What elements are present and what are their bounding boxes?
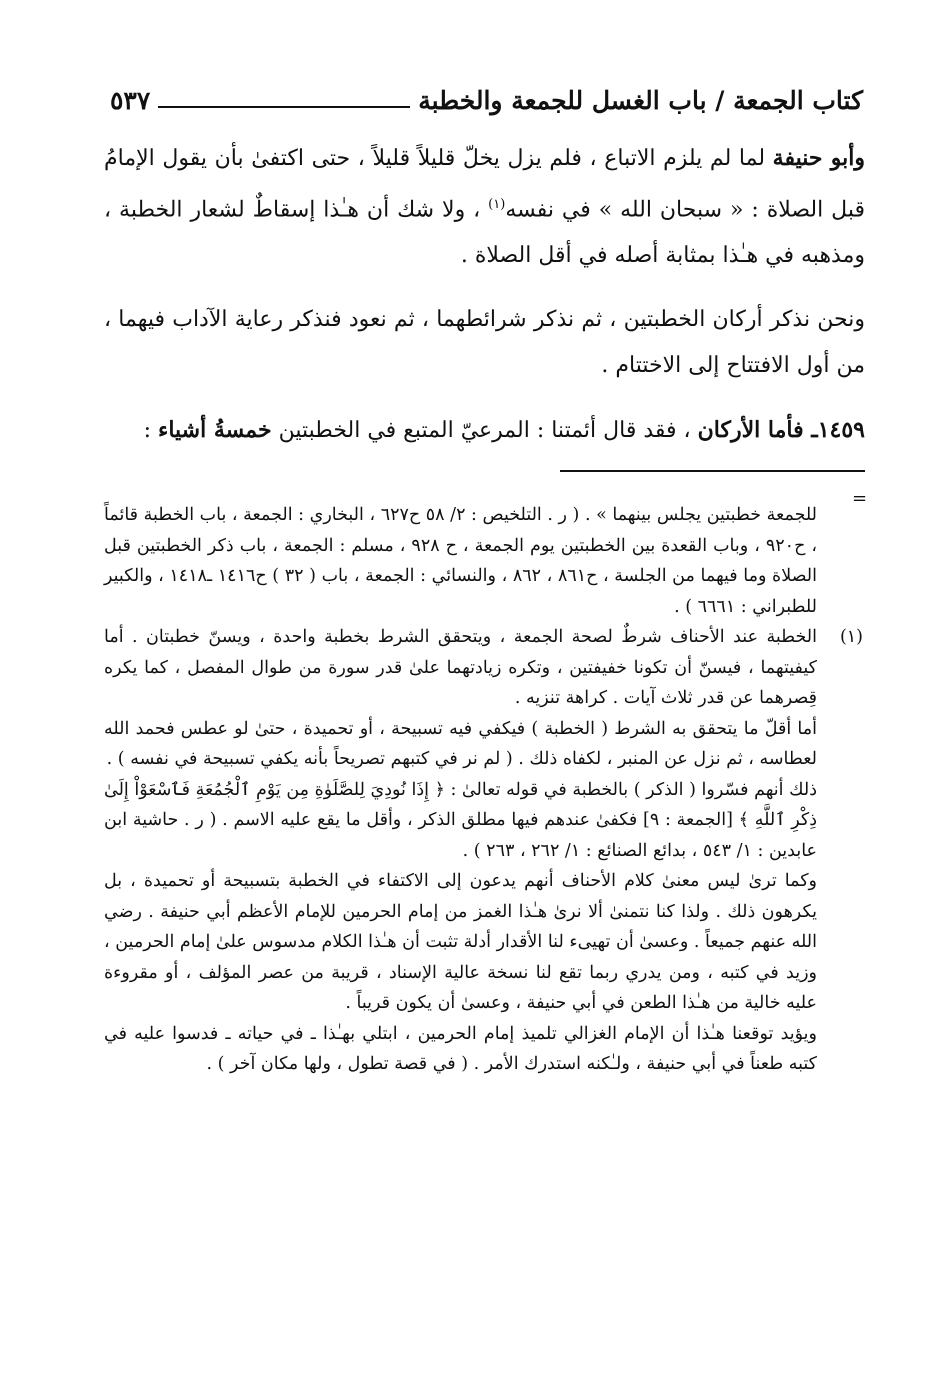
main-text xyxy=(104,135,865,472)
footnotes xyxy=(104,500,863,1080)
footnote-ref-1[interactable]: (١) xyxy=(488,197,506,212)
paragraph-3 xyxy=(104,407,865,454)
running-header xyxy=(110,80,863,120)
page-number: ٥٣٧ xyxy=(110,85,151,115)
para3-text-a: ، فقد قال أئمتنا : المرعيّ المتبع في الخطبتين xyxy=(271,418,698,444)
para3-bold: خمسةُ أشياء xyxy=(157,417,272,444)
footnote-1-para-3: ذلك أنهم فسّروا ( الذكر ) بالخطبة في قوله تعالىٰ : ﴿ إِذَا نُودِيَ لِلصَّلَوٰةِ مِن يَوْمِ ٱلْجُمُعَةِ فَٱسْعَوْاْ إِلَىٰ ذِكْرِ ٱللَّهِ ﴾ [الجمعة : ٩] فكفىٰ عندهم فيها مطلق الذكر ، وأقل ما يقع عليه الاسم . ( ر . حاشية ابن عابدين : ١/ ٥٤٣ ، بدائع الصنائع : ١/ ٢٦٢ ، ٢٦٣ ) . xyxy=(104,779,818,861)
para1-text-a: لما لم يلزم الاتباع ، فلم يزل يخلّ قليلاً قليلاً ، حتى اكتفىٰ بأن يقول الإمامُ قبل الصلاة : « سبحان الله » في نفسه xyxy=(104,146,865,223)
footnote-1-para-1: الخطبة عند الأحناف شرطٌ لصحة الجمعة ، ويتحقق الشرط بخطبة واحدة ، ويسنّ خطبتان . أما كيفيتهما ، فيسنّ أن تكونا خفيفتين ، وتكره زيادتهما علىٰ قدر سورة من طوال المفصل ، كما يكره قِصرهما عن قدر ثلاث آيات . كراهة تنزيه . xyxy=(104,627,817,708)
para3-text-b: : xyxy=(143,418,158,444)
paragraph-2: ونحن نذكر أركان الخطبتين ، ثم نذكر شرائطهما ، ثم نعود فنذكر رعاية الآداب فيهما ، من أول الافتتاح إلى الاختتام . xyxy=(104,307,865,379)
section-number-heading: ١٤٥٩ـ فأما الأركان xyxy=(697,417,865,444)
continuation-mark: = xyxy=(852,488,868,509)
header-rule xyxy=(158,106,410,108)
paragraph-1 xyxy=(104,135,865,279)
footnote-separator xyxy=(560,470,865,472)
footnote-1-para-5: ويؤيد توقعنا هـٰذا أن الإمام الغزالي تلميذ إمام الحرمين ، ابتلي بهـٰذا ـ في حياته ـ فدسوا عليه في كتبه طعناً في أبي حنيفة ، ولـٰكنه استدرك الأمر . ( في قصة تطول ، ولها مكان آخر ) . xyxy=(104,1023,817,1074)
footnote-1 xyxy=(104,622,863,1080)
footnote-1-para-2: أما أقلّ ما يتحقق به الشرط ( الخطبة ) فيكفي فيه تسبيحة ، أو تحميدة ، حتىٰ لو عطس فحمد الله لعطاسه ، ثم نزل عن المنبر ، لكفاه ذلك . ( لم نر في كتبهم تصريحاً بأنه يكفي تسبيحة في نفسه ) . xyxy=(104,718,817,769)
footnote-continuation: للجمعة خطبتين يجلس بينهما » . ( ر . التلخيص : ٢/ ٥٨ ح٦٢٧ ، البخاري : الجمعة ، باب الخطبة قائماً ، ح٩٢٠ ، وباب القعدة بين الخطبتين يوم الجمعة ، ح ٩٢٨ ، مسلم : الجمعة ، باب ذكر الخطبتين قبل الصلاة وما فيهما من الجلسة ، ح٨٦١ ، ٨٦٢ ، والنسائي : الجمعة ، باب ( ٣٢ ) ح١٤١٦ ـ١٤١٨ ، والكبير للطبراني : ٦٦٦١ ) . xyxy=(104,505,818,617)
para1-text-b: ، ولا شك أن هـٰذا إسقاطٌ لشعار الخطبة ، ومذهبه في هـٰذا بمثابة أصله في أقل الصلاة . xyxy=(104,197,865,269)
footnote-1-para-4: وكما ترىٰ ليس معنىٰ كلام الأحناف أنهم يدعون إلى الاكتفاء في الخطبة بتسبيحة أو تحميدة ، بل يكرهون ذلك . ولذا كنا نتمنىٰ ألا نرىٰ هـٰذا الغمز من إمام الحرمين للإمام الأعظم أبي حنيفة . رضي الله عنهم جميعاً . وعسىٰ أن تهيىء لنا الأقدار أدلة تثبت أن هـٰذا الكلام مدسوس علىٰ إمام الحرمين ، وزيد في كتبه ، ومن يدري ربما تقع لنا نسخة عالية الإسناد ، قريبة من عصر المؤلف ، أو مقروءة عليه خالية من هـٰذا الطعن في أبي حنيفة ، وعسىٰ أن يكون قريباً . xyxy=(104,871,817,1013)
para1-lead: وأبو حنيفة xyxy=(772,145,865,171)
header-title: كتاب الجمعة / باب الغسل للجمعة والخطبة xyxy=(418,85,863,115)
footnote-body xyxy=(104,622,817,1080)
footnote-number: (١) xyxy=(839,627,863,647)
